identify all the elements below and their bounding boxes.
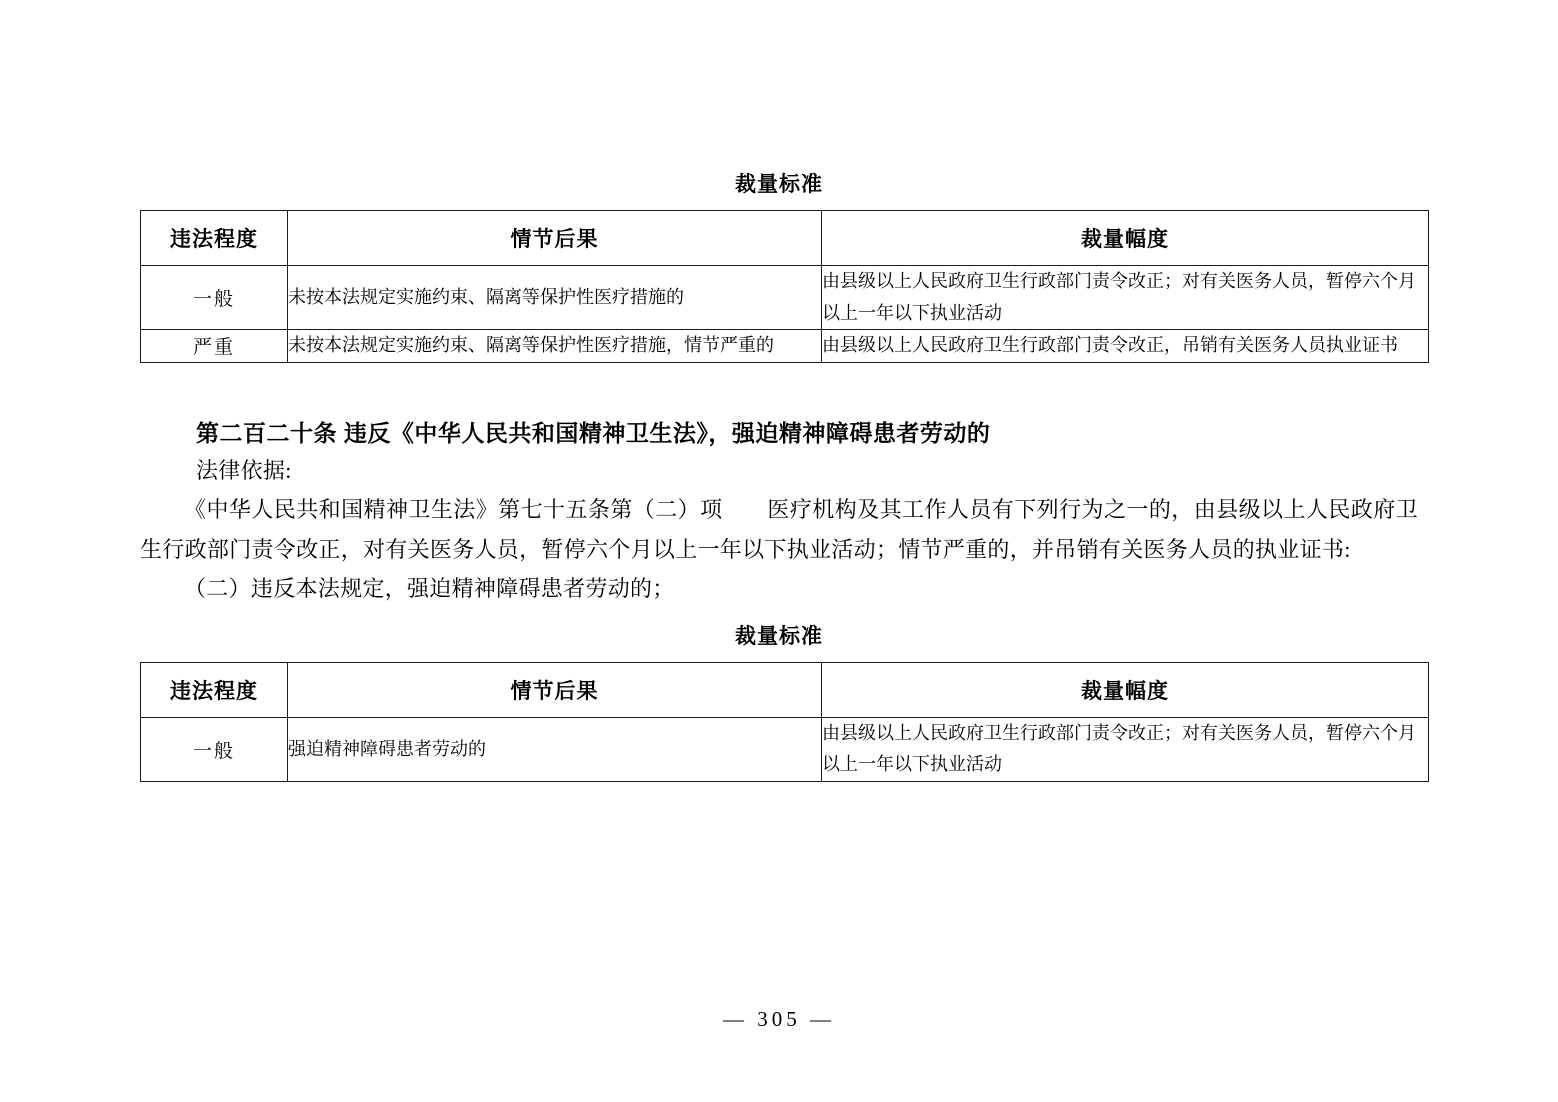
column-header-discretion-range: 裁量幅度 [822, 211, 1429, 266]
column-header-circumstance: 情节后果 [288, 211, 822, 266]
discretion-standard-table-2 [140, 662, 1429, 782]
cell-violation-level: 一般 [141, 266, 288, 330]
table1-caption: 裁量标准 [735, 173, 823, 196]
table-row [141, 330, 1429, 363]
table-header-row [141, 662, 1429, 717]
column-header-violation-level: 违法程度 [141, 662, 288, 717]
cell-violation-level: 一般 [141, 717, 288, 781]
cell-circumstance: 未按本法规定实施约束、隔离等保护性医疗措施的 [288, 266, 822, 330]
column-header-violation-level: 违法程度 [141, 211, 288, 266]
table-row [141, 266, 1429, 330]
cell-circumstance: 强迫精神障碍患者劳动的 [288, 717, 822, 781]
cell-violation-level: 严重 [141, 330, 288, 363]
cell-discretion-range: 由县级以上人民政府卫生行政部门责令改正；对有关医务人员，暂停六个月以上一年以下执业活动 [822, 717, 1429, 781]
top-spacer [140, 0, 1418, 168]
legal-basis-text: 《中华人民共和国精神卫生法》第七十五条第（二）项 医疗机构及其工作人员有下列行为之一的，由县级以上人民政府卫生行政部门责令改正，对有关医务人员，暂停六个月以上一年以下执业活动；情节严重的，并吊销有关医务人员的执业证书: [140, 497, 1418, 562]
table-header-row [141, 211, 1429, 266]
discretion-standard-table-1 [140, 210, 1429, 363]
table-row [141, 717, 1429, 781]
legal-basis-label: 法律依据: [196, 458, 292, 484]
section-title: 第二百二十条 违反《中华人民共和国精神卫生法》，强迫精神障碍患者劳动的 [196, 419, 991, 446]
table2-caption: 裁量标准 [735, 624, 823, 648]
legal-basis-item: （二）违反本法规定，强迫精神障碍患者劳动的； [184, 575, 675, 601]
cell-discretion-range: 由县级以上人民政府卫生行政部门责令改正；对有关医务人员，暂停六个月以上一年以下执业活动 [822, 266, 1429, 330]
cell-circumstance: 未按本法规定实施约束、隔离等保护性医疗措施，情节严重的 [288, 330, 822, 363]
cell-discretion-range: 由县级以上人民政府卫生行政部门责令改正，吊销有关医务人员执业证书 [822, 330, 1429, 363]
column-header-discretion-range: 裁量幅度 [822, 662, 1429, 717]
column-header-circumstance: 情节后果 [288, 662, 822, 717]
page-number: — 305 — [723, 1007, 835, 1031]
